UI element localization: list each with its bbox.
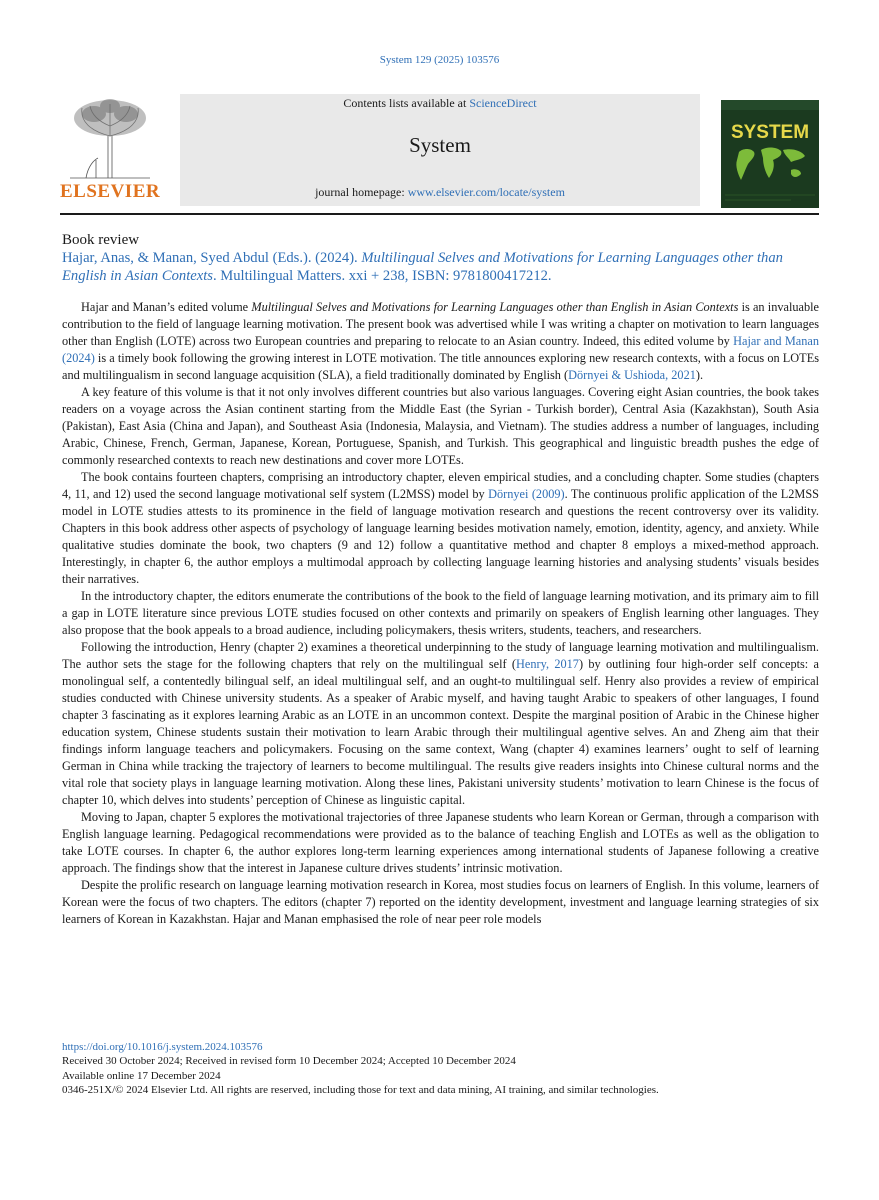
sciencedirect-link[interactable]: ScienceDirect: [469, 96, 537, 110]
article-body: [62, 299, 819, 928]
body-paragraph-4: In the introductory chapter, the editors enumerate the contributions of the book to the field of language learning motivation, and its primary aim to fill a gap in LOTE literature since previous LOTE studies focused on other contexts and primarily on speakers of English learning other languages. They also propose that the book appeals to a broad audience, including policymakers, thesis writers, students, teachers, and researchers.: [62, 589, 819, 637]
journal-cover-image[interactable]: [721, 100, 819, 208]
p1-text-d: ).: [695, 368, 704, 382]
doi-link[interactable]: https://doi.org/10.1016/j.system.2024.103576: [62, 1041, 263, 1053]
ref-link-henry-2017[interactable]: Henry, 2017: [516, 657, 579, 671]
article-footer: [62, 1040, 822, 1098]
cover-artwork: [721, 100, 819, 208]
body-paragraph-6: Moving to Japan, chapter 5 explores the motivational trajectories of three Japanese students who learn Korean or German, through a comparison with English language learning. Pedagogical recommendations were provided as to the balance of teaching English and LOTEs as well as the obligation to take LOTE courses. In chapter 6, the author explores long-term learning experiences among international students of Japanese following a creative approach. The findings show that the interest in Japanese culture drives students’ intrinsic motivation.: [62, 810, 819, 875]
header-divider: [60, 213, 819, 215]
article-type-label: Book review: [62, 232, 140, 248]
contents-prefix: Contents lists available at: [343, 96, 470, 110]
journal-homepage-link[interactable]: www.elsevier.com/locate/system: [407, 185, 565, 199]
journal-title: System: [409, 133, 471, 157]
body-paragraph-3: [62, 469, 819, 588]
copyright-notice: 0346-251X/© 2024 Elsevier Ltd. All rights are reserved, including those for text and data mining, AI training, and similar technologies.: [62, 1084, 659, 1097]
p1-text-c: is a timely book following the growing interest in LOTE motivation. The title announces exploring new research contexts, with a focus on LOTEs and multilingualism in second language acquisition (SLA), a field traditionally dominated by English (: [62, 351, 819, 382]
p5-text-a: Following the introduction, Henry (chapter 2) examines a theoretical underpinning to the study of language learning motivation and multilingualism. The author sets the stage for the following chapters that rely on the multilingual self (: [62, 640, 819, 671]
elsevier-tree-icon: [60, 96, 160, 180]
received-dates: Received 30 October 2024; Received in revised form 10 December 2024; Accepted 10 December 2024: [62, 1055, 516, 1068]
contents-availability: [180, 96, 700, 111]
p1-book-title: Multilingual Selves and Motivations for Learning Languages other than English in Asian Contexts: [251, 300, 739, 314]
ref-link-dornyei-ushioda[interactable]: Dörnyei & Ushioda, 2021: [568, 368, 696, 382]
body-paragraph-1: [62, 299, 819, 384]
body-paragraph-5: [62, 639, 819, 809]
ref-link-dornyei-2009[interactable]: Dörnyei (2009): [488, 487, 565, 501]
p1-text-a: Hajar and Manan’s edited volume: [81, 300, 252, 314]
p3-text-a: The book contains fourteen chapters, comprising an introductory chapter, eleven empirical studies, and a concluding chapter. Some studies (chapters 4, 11, and 12) used the second language motivational self system (L2MSS) model by: [62, 470, 819, 501]
journal-citation-link[interactable]: System 129 (2025) 103576: [379, 54, 500, 66]
review-book-title: Multilingual Selves and Motivations for Learning Languages other than English in Asian Contexts: [62, 250, 783, 284]
journal-homepage: [180, 185, 700, 200]
reviewed-book-reference: [62, 249, 822, 285]
review-publisher-details: . Multilingual Matters. xxi + 238, ISBN: 9781800417212.: [212, 268, 552, 284]
available-online-date: Available online 17 December 2024: [62, 1069, 221, 1082]
review-authors: Hajar, Anas, & Manan, Syed Abdul (Eds.). (2024).: [62, 250, 362, 266]
p5-text-b: ) by outlining four high-order self concepts: a monolingual self, a contentedly bilingual self, an ideal multilingual self, and an ought-to multilingual self. Henry also provides a review of empirical studies conducted with Chinese university students. As a speaker of Arabic myself, and having taught Arabic to speakers of other languages, I found chapter 3 fascinating as it explores learning Arabic as an LOTE in an uncommon context. Despite the marginal position of Arabic in the Chinese higher education system, Chinese students sustain their motivation to learn Arabic through their multilingual agentive selves. An and Zheng aim that their findings inform language teachers and policymakers. Focusing on the same context, Wang (chapter 4) examines learners’ ought to self of learning German in China while tracking the trajectory of learners to become multilingual. The results give readers insights into Chinese cultural norms and the vital role that society plays in language learning motivation. Along these lines, Pakistani university students’ motivation to learn Chinese is the focus of chapter 10, which delves into students’ perception of Chinese as linguistic capital.: [62, 657, 819, 807]
homepage-prefix: journal homepage:: [315, 185, 408, 199]
cover-title: SYSTEM: [730, 122, 810, 143]
p3-text-b: . The continuous prolific application of the L2MSS model in LOTE studies attests to its prominence in the field of language motivation research and questions the recent controversy over its validity. Chapters in this book address other aspects of psychology of language learning besides motivation namely, emotion, identity, agency, and anxiety. While qualitative studies dominate the book, two chapters (9 and 12) follow a quantitative method and chapter 8 employs a mixed-method approach. Interestingly, in chapter 6, the author employs a multimodal approach by collecting language learning histories and analysing students’ visuals besides their narratives.: [62, 487, 820, 586]
ref-link-hajar-manan[interactable]: Hajar and Manan (2024): [62, 334, 820, 365]
body-paragraph-2: A key feature of this volume is that it not only involves different countries but also various languages. Covering eight Asian countries, the book takes readers on a voyage across the Asian continent starting from the Middle East (the Syrian - Turkish border), Central Asia (Kazakhstan), South Asia (Pakistan), East Asia (China and Japan), and Southeast Asia (Indonesia, Malaysia, and Vietnam). The studies address a number of languages, including Arabic, Chinese, French, German, Japanese, Korean, Portuguese, Spanish, and Turkish. This geographical and linguistic breadth pushes the edge of commonly researched contexts to reach new destinations and cover more LOTEs.: [62, 385, 819, 467]
p1-text-b: is an invaluable contribution to the field of language learning motivation. The present book was advertised while I was writing a chapter on motivation to learn languages other than English (LOTE) across two European countries and preparing to relocate to an Asian country. Indeed, this edited volume by: [62, 300, 820, 348]
elsevier-wordmark: ELSEVIER: [60, 181, 161, 202]
body-paragraph-7: Despite the prolific research on language learning motivation research in Korea, most studies focus on learners of English. In this volume, learners of Korean were the focus of two chapters. The editors (chapter 7) reported on the identity development, investment and language learning strategies of six learners of Korean in Kazakhstan. Hajar and Manan emphasised the role of near peer role models: [62, 878, 819, 926]
